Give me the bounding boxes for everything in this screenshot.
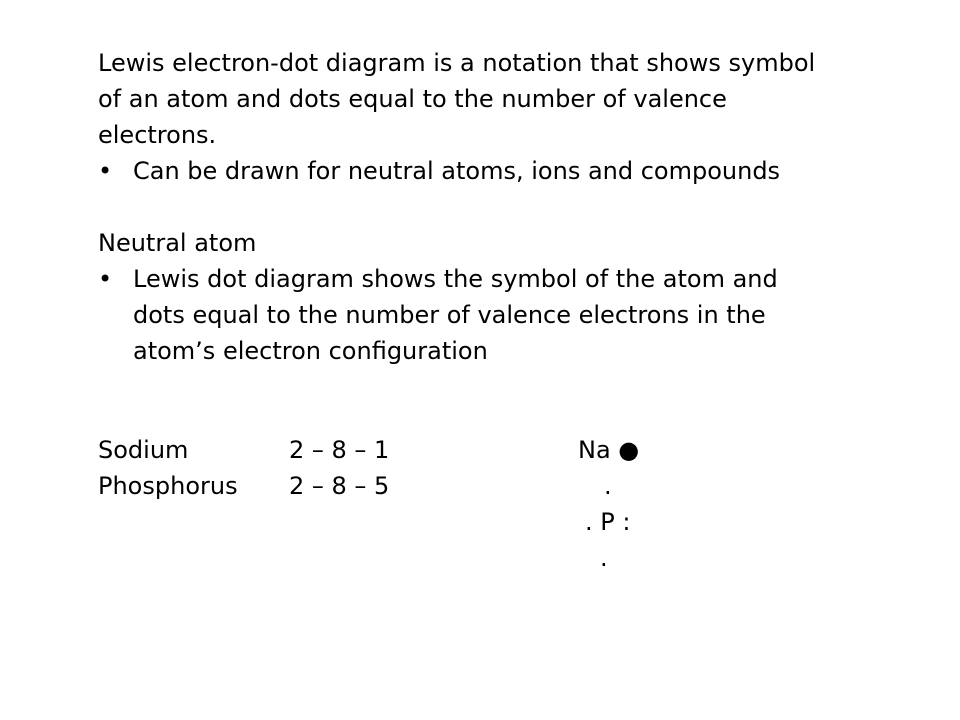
lewis-row-phosphorus-bottom <box>98 540 798 576</box>
slide-text <box>98 45 898 369</box>
electron-configuration-examples <box>98 432 798 576</box>
example-row-sodium <box>98 432 798 468</box>
bullet-text: Can be drawn for neutral atoms, ions and compounds <box>133 157 781 185</box>
bullet-item-lewis-dot <box>98 261 898 369</box>
element-name: Sodium <box>98 436 189 464</box>
electron-configuration: 2 – 8 – 5 <box>289 472 390 500</box>
lewis-diagram-phosphorus-middle: . P : <box>585 508 631 536</box>
lewis-diagram-sodium: Na ● <box>578 436 640 464</box>
spacer <box>98 189 898 225</box>
lewis-row-phosphorus-middle <box>98 504 798 540</box>
lewis-diagram-phosphorus-bottom: . <box>600 544 608 572</box>
example-row-phosphorus <box>98 468 798 504</box>
element-name: Phosphorus <box>98 472 238 500</box>
bullet-dot-icon: • <box>98 265 113 293</box>
definition-line-2: of an atom and dots equal to the number of valence <box>98 85 727 113</box>
section-heading-neutral-atom: Neutral atom <box>98 229 257 257</box>
bullet-dot-icon: • <box>98 157 113 185</box>
bullet-line-2: dots equal to the number of valence electrons in the <box>133 301 766 329</box>
electron-configuration: 2 – 8 – 1 <box>289 436 390 464</box>
bullet-line-1: Lewis dot diagram shows the symbol of the atom and <box>133 265 778 293</box>
definition-line-3: electrons. <box>98 121 217 149</box>
definition-line-1: Lewis electron-dot diagram is a notation that shows symbol <box>98 49 816 77</box>
bullet-item-drawn-for <box>98 153 898 189</box>
lewis-diagram-phosphorus-top: . <box>604 472 612 500</box>
bullet-line-3: atom’s electron configuration <box>133 337 488 365</box>
